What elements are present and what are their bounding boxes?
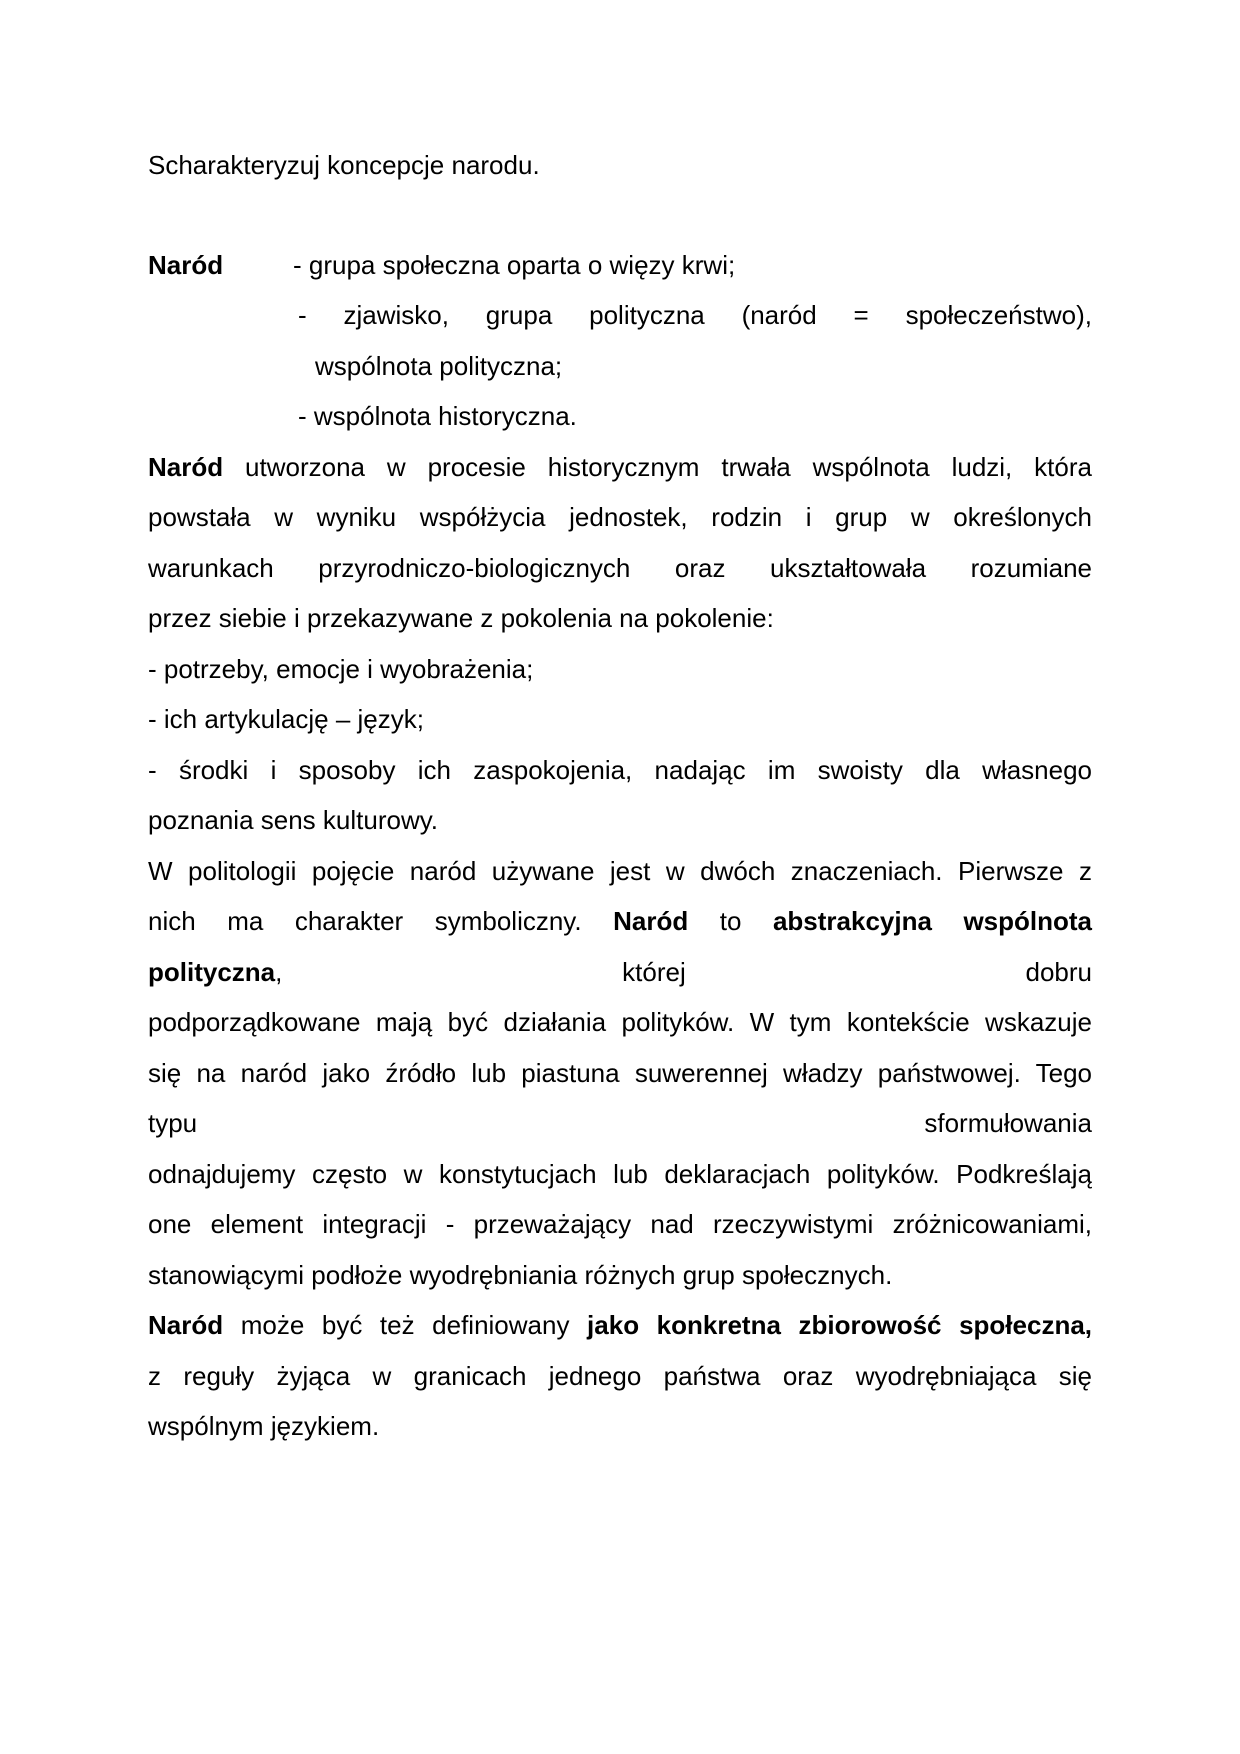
paragraph-2-line-3-b: dobru <box>1025 956 1092 987</box>
paragraph-3-line-1-a: może być też definiowany <box>223 1310 588 1340</box>
paragraph-2-line-6 <box>148 1098 1092 1149</box>
paragraph-2-line-1: W politologii pojęcie naród używane jest w dwóch znaczeniach. Pierwsze z <box>148 855 1092 886</box>
paragraph-1-line-4: przez siebie i przekazywane z pokolenia na pokolenie: <box>148 603 774 633</box>
paragraph-2-line-8: one element integracji - przeważający nad rzeczywistymi zróżnicowaniami, <box>148 1209 1092 1239</box>
list-item-1: - potrzeby, emocje i wyobrażenia; <box>148 653 534 684</box>
paragraph-3-bold-phrase: jako konkretna zbiorowość społeczna, <box>587 1310 1093 1340</box>
definition-item-1: - grupa społeczna oparta o więzy krwi; <box>293 249 736 280</box>
paragraph-1-line-3: warunkach przyrodniczo-biologicznych oraz ukształtowała rozumiane <box>148 552 1092 583</box>
definition-term: Naród <box>148 249 224 280</box>
definition-item-2 <box>298 290 1092 391</box>
list-item-2: - ich artykulację – język; <box>148 704 424 734</box>
paragraph-1-line-1 <box>148 442 1092 493</box>
paragraph-2-line-9: stanowiącymi podłoże wyodrębniania różnych grup społecznych. <box>148 1259 893 1290</box>
paragraph-2-line-2 <box>148 896 1092 947</box>
paragraph-2-line-5: się na naród jako źródło lub piastuna suwerennej władzy państwowej. Tego <box>148 1057 1092 1088</box>
paragraph-2-line-7: odnajdujemy często w konstytucjach lub deklaracjach polityków. Podkreślają <box>148 1158 1092 1189</box>
paragraph-2-line-3: polityczna, której dobru <box>148 956 1092 987</box>
paragraph-1-line-1-text: utworzona w procesie historycznym trwała wspólnota ludzi, która <box>223 451 1092 482</box>
list-item-3-line-2: poznania sens kulturowy. <box>148 805 439 835</box>
definition-item-2-line-1: - zjawisko, grupa polityczna (naród = społeczeństwo), <box>298 300 1092 330</box>
paragraph-2-line-6-a: typu <box>148 1108 198 1138</box>
definition-item-2-line-2: wspólnota polityczna; <box>315 350 563 381</box>
paragraph-2-line-2-a: nich ma charakter symboliczny. <box>148 906 582 936</box>
paragraph-3-line-1 <box>148 1300 1092 1351</box>
definition-item-3: - wspólnota historyczna. <box>298 401 577 431</box>
paragraph-2-line-3-a: której <box>622 956 686 987</box>
list-item-3-line-1: - środki i sposoby ich zaspokojenia, nadając im swoisty dla własnego <box>148 754 1092 785</box>
paragraph-2-bold-phrase-end: polityczna <box>148 956 276 987</box>
paragraph-3-term: Naród <box>148 1310 224 1340</box>
paragraph-3-line-2: z reguły żyjąca w granicach jednego państwa oraz wyodrębniająca się <box>148 1360 1092 1391</box>
paragraph-2-term: Naród <box>613 906 689 936</box>
definition-row-1 <box>148 240 1092 291</box>
paragraph-3-line-3: wspólnym językiem. <box>148 1411 380 1441</box>
paragraph-1-term: Naród <box>148 451 224 482</box>
paragraph-2-line-6-b: sformułowania <box>924 1108 1092 1138</box>
paragraph-2-line-4: podporządkowane mają być działania polityków. W tym kontekście wskazuje <box>148 1007 1092 1037</box>
document-question: Scharakteryzuj koncepcje narodu. <box>148 150 540 180</box>
paragraph-2-bold-phrase: abstrakcyjna wspólnota <box>772 906 1092 936</box>
document-page <box>148 140 1092 1452</box>
paragraph-1-line-2: powstała w wyniku współżycia jednostek, rodzin i grup w określonych <box>148 502 1092 532</box>
paragraph-2-line-2-b: to <box>719 906 742 936</box>
